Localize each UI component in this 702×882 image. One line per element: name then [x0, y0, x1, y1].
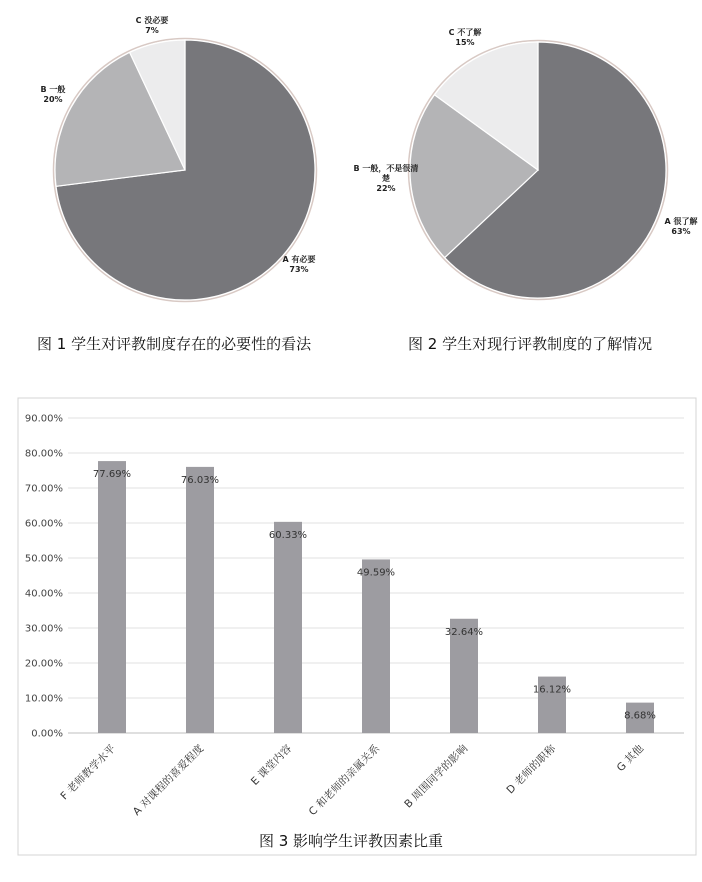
- pie-1-percent-b: 20%: [43, 95, 63, 104]
- y-tick-label: 90.00%: [24, 413, 63, 425]
- bar-value-label: 32.64%: [444, 626, 484, 638]
- x-category-label: G 其他: [614, 742, 647, 775]
- y-tick-label: 20.00%: [24, 658, 63, 670]
- pie-2-label-b-line2: 楚: [382, 174, 390, 183]
- x-category-label: D 老师的职称: [504, 742, 559, 797]
- pie-1-label-c: C 没必要: [135, 16, 169, 25]
- y-tick-label: 0.00%: [31, 728, 63, 740]
- x-category-label: F 老师教学水平: [58, 742, 119, 803]
- figure-2-caption: 图 2 学生对现行评教制度的了解情况: [408, 335, 653, 353]
- figure-3-bar-chart: [0, 390, 702, 878]
- bar-value-label: 49.59%: [356, 567, 396, 579]
- pie-2-label-c: C 不了解: [448, 28, 482, 37]
- figure-3-panel: [0, 390, 702, 878]
- figure-2-pie: [351, 0, 702, 310]
- x-category-label: B 周围同学的影响: [402, 742, 471, 811]
- y-tick-label: 70.00%: [24, 483, 63, 495]
- bar-value-label: 60.33%: [268, 529, 308, 541]
- figure-1-pie: [0, 0, 351, 310]
- pie-2-label-a: A 很了解: [664, 217, 698, 226]
- bar-value-label: 76.03%: [180, 474, 220, 486]
- figure-2-panel: [351, 0, 702, 310]
- bar-a: [186, 467, 214, 733]
- bar-value-label: 16.12%: [532, 684, 572, 696]
- y-tick-label: 50.00%: [24, 553, 63, 565]
- pie-1-percent-c: 7%: [145, 26, 159, 35]
- y-tick-label: 10.00%: [24, 693, 63, 705]
- x-category-label: A 对课程的喜爱程度: [130, 742, 207, 818]
- bar-e: [274, 522, 302, 733]
- y-tick-label: 40.00%: [24, 588, 63, 600]
- x-category-label: E 课堂内容: [248, 742, 295, 788]
- pie-2-percent-c: 15%: [455, 38, 475, 47]
- bar-value-label: 77.69%: [92, 469, 132, 481]
- pie-1-label-b: B 一般: [40, 85, 66, 94]
- x-category-label: C 和老师的亲属关系: [306, 742, 383, 819]
- pie-1-percent-a: 73%: [289, 265, 309, 274]
- y-tick-label: 30.00%: [24, 623, 63, 635]
- y-tick-label: 80.00%: [24, 448, 63, 460]
- bar-f: [98, 461, 126, 733]
- figure-1-caption: 图 1 学生对评教制度存在的必要性的看法: [37, 335, 312, 353]
- figure-1-panel: [0, 0, 351, 310]
- y-tick-label: 60.00%: [24, 518, 63, 530]
- pie-2-label-b: B 一般，不是很清: [353, 164, 419, 173]
- bar-c: [362, 559, 390, 733]
- pie-1-label-a: A 有必要: [282, 255, 316, 264]
- figure-3-caption: 图 3 影响学生评教因素比重: [258, 832, 444, 850]
- pie-2-percent-b: 22%: [376, 184, 396, 193]
- pie-2-percent-a: 63%: [671, 227, 691, 236]
- bar-value-label: 8.68%: [624, 710, 656, 722]
